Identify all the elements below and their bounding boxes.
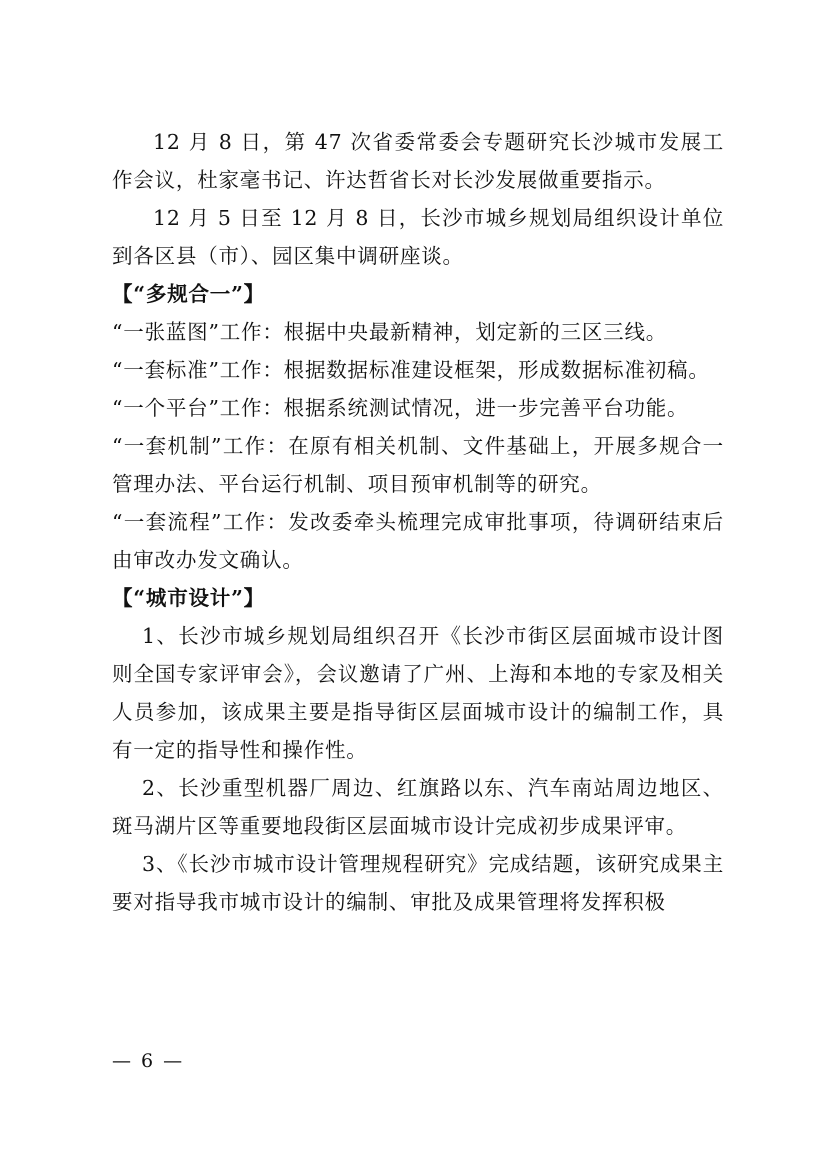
section-heading-urban-design: 【“城市设计”】 bbox=[112, 586, 265, 610]
item-mechanism: “一套机制”工作：在原有相关机制、文件基础上，开展多规合一管理办法、平台运行机制、项目预审机制等的研究。 bbox=[112, 434, 724, 496]
item-blueprint: “一张蓝图”工作：根据中央最新精神，划定新的三区三线。 bbox=[112, 320, 668, 344]
paragraph-meeting: 12 月 8 日，第 47 次省委常委会专题研究长沙城市发展工作会议，杜家毫书记、许达哲省长对长沙发展做重要指示。 bbox=[112, 130, 724, 192]
section-heading-multi-plan: 【“多规合一”】 bbox=[112, 282, 265, 306]
paragraph-design-item-1: 1、长沙市城乡规划局组织召开《长沙市街区层面城市设计图则全国专家评审会》，会议邀请了广州、上海和本地的专家及相关人员参加，该成果主要是指导街区层面城市设计的编制工作，具有一定的指导性和操作性。 bbox=[112, 624, 724, 762]
paragraph-survey: 12 月 5 日至 12 月 8 日，长沙市城乡规划局组织设计单位到各区县（市）、园区集中调研座谈。 bbox=[112, 206, 724, 268]
paragraph-design-item-3: 3、《长沙市城市设计管理规程研究》完成结题，该研究成果主要对指导我市城市设计的编制、审批及成果管理将发挥积极 bbox=[112, 852, 724, 914]
item-process: “一套流程”工作：发改委牵头梳理完成审批事项，待调研结束后由审改办发文确认。 bbox=[112, 510, 724, 572]
document-body bbox=[112, 123, 724, 921]
paragraph-design-item-2: 2、长沙重型机器厂周边、红旗路以东、汽车南站周边地区、斑马湖片区等重要地段街区层面城市设计完成初步成果评审。 bbox=[112, 776, 724, 838]
item-platform: “一个平台”工作：根据系统测试情况，进一步完善平台功能。 bbox=[112, 396, 689, 420]
item-standard: “一套标准”工作：根据数据标准建设框架，形成数据标准初稿。 bbox=[112, 358, 710, 382]
page-number: — 6 — bbox=[112, 1050, 185, 1072]
